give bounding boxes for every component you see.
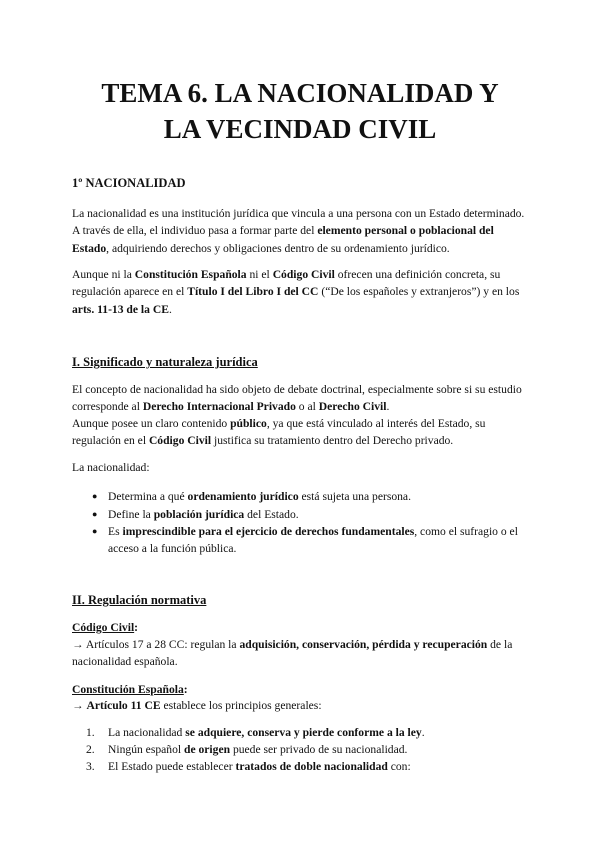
bullet-icon: ● [92, 509, 98, 519]
colon: : [134, 621, 139, 634]
text: . [386, 400, 390, 414]
text: ni el [246, 268, 273, 281]
paragraph-contenido-publico [72, 415, 528, 450]
list-item-text [108, 506, 528, 523]
text: con: [387, 760, 411, 773]
colon: : [183, 683, 188, 696]
item-number: 2. [86, 743, 95, 756]
text: . [421, 726, 425, 739]
paragraph-intro: La nacionalidad: [72, 461, 150, 474]
paragraph-articulos-cc [72, 636, 528, 671]
text: , como el sufragio o el acceso a la función pública. [108, 525, 518, 556]
paragraph-debate [72, 381, 528, 416]
section-heading-nacionalidad: 1º NACIONALIDAD [72, 176, 186, 190]
numbered-item-text [108, 724, 528, 741]
item-number: 1. [86, 726, 95, 739]
text: o al [295, 400, 319, 414]
text: puede ser privado de su nacionalidad. [230, 743, 408, 756]
text: Determina a qué [108, 490, 188, 503]
text: , adquiriendo derechos y obligaciones dentro de su ordenamiento jurídico. [106, 241, 450, 255]
bold-text: imprescindible para el ejercicio de derechos fundamentales [122, 525, 415, 538]
text: del Estado. [244, 508, 299, 521]
text: establece los principios generales: [160, 699, 322, 712]
bold-text: Derecho Internacional Privado [142, 400, 296, 414]
section-heading-regulacion: II. Regulación normativa [72, 593, 207, 607]
bold-text: elemento personal o poblacional del Estado [72, 224, 494, 255]
label-constitucion [72, 681, 528, 698]
text: está sujeta una persona. [298, 490, 411, 503]
text: . [168, 302, 172, 316]
paragraph-definition [72, 205, 528, 257]
bullet-icon: ● [92, 526, 98, 536]
text: justifica su tratamiento dentro del Derecho privado. [211, 434, 454, 448]
list-item-text [108, 523, 528, 558]
text: Ningún español [108, 743, 184, 756]
text: de la nacionalidad española. [72, 638, 513, 669]
bold-text: Constitución Española [134, 268, 247, 281]
item-number: 3. [86, 760, 95, 773]
bold-text: Título I del Libro I del CC [187, 285, 319, 299]
label-codigo-civil [72, 619, 528, 636]
bold-text: ordenamiento jurídico [187, 490, 299, 503]
paragraph-articulo-11 [72, 697, 528, 714]
bold-text: se adquiere, conserva y pierde conforme a la ley [185, 726, 422, 739]
numbered-item-text [108, 758, 528, 775]
text: Es [108, 525, 123, 538]
section-heading-significado: I. Significado y naturaleza jurídica [72, 355, 258, 369]
text: (“De los españoles y extranjeros”) y en los [318, 285, 520, 299]
bold-text: Código Civil [272, 268, 335, 281]
bold-text: arts. 11-13 de la CE [72, 302, 169, 316]
bold-label: Constitución Española [72, 683, 184, 696]
text: → [72, 699, 87, 712]
text: Define la [108, 508, 154, 521]
document-title-line-1: TEMA 6. LA NACIONALIDAD Y [101, 78, 499, 108]
bold-text: de origen [184, 743, 231, 756]
bold-text: tratados de doble nacionalidad [235, 760, 388, 773]
bold-text: Artículo 11 CE [86, 699, 161, 712]
document-title-line-2: LA VECINDAD CIVIL [163, 114, 437, 144]
bold-text: adquisición, conservación, pérdida y recuperación [239, 638, 488, 651]
bold-text: Código Civil [148, 434, 212, 448]
bold-text: población jurídica [153, 508, 245, 521]
text: Aunque ni la [72, 268, 135, 281]
text: La nacionalidad es una institución jurídica que vincula a una persona con un Estado determinado. A través de ella, el individuo pasa a formar parte del [72, 207, 525, 238]
text: El Estado puede establecer [108, 760, 236, 773]
paragraph-regulation [72, 266, 528, 318]
bullet-icon: ● [92, 491, 98, 501]
text: Aunque posee un claro contenido [72, 417, 231, 430]
text: , ya que está vinculado al interés del Estado, su regulación en el [72, 417, 486, 448]
bold-text: Derecho Civil [318, 400, 387, 414]
text: La nacionalidad [108, 726, 186, 739]
text: → Artículos 17 a 28 CC: regulan la [72, 638, 240, 651]
text: El concepto de nacionalidad ha sido objeto de debate doctrinal, especialmente sobre si su estudio corresponde al [72, 383, 522, 414]
bold-text: público [230, 417, 267, 430]
bold-label: Código Civil [72, 621, 135, 634]
list-item-text [108, 488, 528, 505]
numbered-item-text [108, 741, 528, 758]
text: ofrecen una definición concreta, su regulación aparece en el [72, 268, 501, 299]
